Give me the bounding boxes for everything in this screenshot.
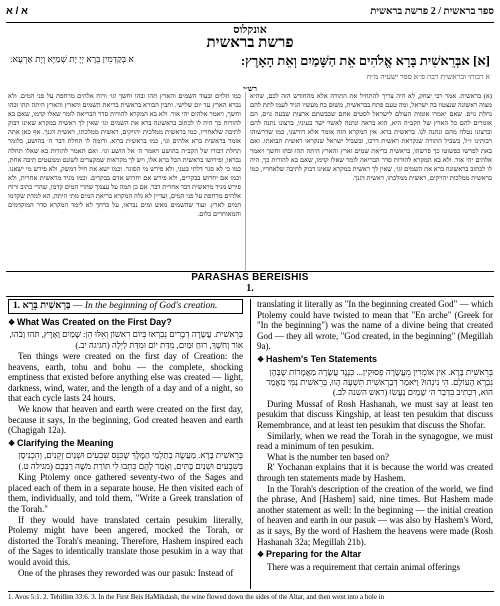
paragraph: If they would have translated certain pesukim literally, Ptolemy might have been angered, mocked the Torah, or distorted the Torah's meaning. Therefore, Hashem inspired each of the Sages to identically translate those pesukim in a way that would avoid this. [8,514,243,567]
paragraph: translating it literally as "In the beginning created God" — which Ptolemy could have twisted to mean that "En arche" (Greek for "In the beginning") was the name of a divine being that created God — they all wrote, "God created, in the beginning" (Megillah 9a). [257,299,493,352]
section-heading: ❖ Hashem's Ten Statements [257,353,378,364]
paragraph: During Mussaf of Rosh Hashanah, we must say at least ten pesukim that discuss Kingship, at least ten pesukim that discuss Remembrance, and at least ten pesukim that discuss the Shofar. [257,398,493,430]
footnotes: 1. Avos 5:1. 2. Tehillim 33:6. 3. In the First Beis HaMikdash, the wine flowed down the sides of the Altar, and then went into a hole in [8,591,494,601]
paragraph: King Ptolemy once gathered seventy-two of the Sages and placed each of them in a separate house. He then visited each of them, individually, and told them, "Write a Greek translation of the Torah." [8,472,243,514]
english-left-column [8,299,243,578]
commentary-right-column: (א) בראשית. אמר רבי יצחק, לא היה צריך להתחיל את התורה אלא מהחודש הזה לכם, שהיא מצוה ראשונה שנצטוו בה ישראל, ומה טעם פתח בבראשית, משום כח מעשיו הגיד לעמו לתת להם נחלת גוים. שאם יאמרו אומות העולם לישראל לסטים אתם שכבשתם ארצות שבעה גוים, הם אומרים להם כל הארץ של הקב״ה היא, הוא בראה ונתנה לאשר ישר בעיניו, ברצונו נתנה להם וברצונו נטלה מהם ונתנה לנו. בראשית ברא. אין המקרא הזה אומר אלא דורשני, כמו שדרשוהו רבותינו ז״ל, בשביל התורה שנקראת ראשית דרכו, ובשביל ישראל שנקראו ראשית תבואתו. ואם באת לפרשו כפשוטו כך פרשהו, בראשית בריאת שמים וארץ והארץ היתה תהו ובהו וחשך ויאמר אלהים יהי אור. ולא בא המקרא להורות סדר הבריאה לומר שאלו קדמו, שאם בא להורות כך, היה לו לכתוב בראשונה ברא את השמים וגו׳, שאין לך ראשית במקרא שאינו דבוק לתיבה שלאחריו, כמו בראשית ממלכות יהויקים, ראשית ממלכתו, ראשית דגנך. [250,93,492,182]
hebrew-source-quote: בְּרֵאשִׁית בָּרָא. מַעֲשֶׂה בְתַלְמַי הַמֶּלֶךְ שֶׁכִּנֵּס שִׁבְעִים וּשְׁנַיִם זְקֵנִים, וְהִכְנִיסָן בְּשִׁבְעִים וּשְׁנַיִם בָּתִּים, וְאָמַר לָהֶם כִּתְבוּ לִי תּוֹרַת מֹשֶׁה רַבְּכֶם (מגילה ט.) [18,450,243,471]
paragraph: R' Yochanan explains that it is because the world was created through ten statements made by Hashem. [257,462,493,483]
header-book-title: ספר בראשית / 2 פרשת בראשית [370,6,494,17]
paragraph: In the Torah's description of the creation of the world, we find the phrase, And [Hashem] said, nine times. But Hashem made another statement as well: In the beginning — the initial creation of heaven and earth in our pasuk — was also by Hashem's Word, as it says, By the word of Hashem the heavens were made (Rosh Hashanah 32a; Megillah 21b). [257,483,493,547]
section-heading: ❖ What Was Created on the First Day? [8,316,172,327]
onkelos-label: אונקלוס [233,24,267,36]
verse-heading-box: 1. בְּרֵאשִׁית בָּרָא — In the beginning of God's creation. [8,299,243,314]
english-right-column [257,299,493,572]
page-header [6,6,494,20]
verse-number: 1. [13,301,21,311]
section-heading: ❖ Clarifying the Meaning [8,437,114,448]
onkelos-translation: א בְּקַדְמִין בְּרָא יְיָ יָת שְׁמַיָּא וְיָת אַרְעָא: [10,54,134,64]
paragraph: Similarly, when we read the Torah in the synagogue, we must read a minimum of ten pesukim. [257,430,493,452]
commentary-divider [245,92,246,272]
section-bullet-icon: ❖ [257,354,265,364]
section-heading: ❖ Preparing for the Altar [257,549,362,560]
header-rule [6,22,494,23]
verse-hebrew: [א] אבְּרֵאשִׁית בָּרָא אֱלֹהִים אֵת הַשָּׁמַיִם וְאֵת הָאָרֶץ: [240,53,490,68]
paragraph: One of the phrases they reworded was our pasuk: Instead of [18,567,234,578]
parasha-title-hebrew: פרשת בראשית [206,35,294,51]
section-bullet-icon: ❖ [8,438,16,448]
verse-source-notes: א רבותי ובראשית רבה פ״א ספר ישעיה מ״ח [366,72,490,81]
column-divider [250,299,251,589]
paragraph: We know that heaven and earth were created on the first day, because it says, In the beginning, God created heaven and earth (Chagigah 12a). [8,403,243,436]
chapter-number: 1. [246,283,254,294]
hebrew-source-quote: בְּרֵאשִׁית בָּרָא. אִין אוֹמְרִין מֵעֲשָׂרָה פְסוּקִין... כְּנֶגֶד עֲשָׂרָה מַאֲמָרוֹת שֶׁבָּהֶן נִבְרָא הָעוֹלָם. הֵי נִינְהוּ? וַיֹּאמַר דְּבַרְאשִׁית תִּשְׁעָה הָווּ, בְּרֵאשִׁית נַמִּי מַאֲמָר הוּא, דִּכְתִיב בִּדְבַר ה׳ שָׁמַיִם נַעֲשׂוּ (ראש השנה לב.) [266,366,493,398]
paragraph: Ten things were created on the first day of Creation: the heavens, earth, tohu and bohu — the complete, shocking emptiness that existed before anything else was created — light, darkness, wind, water, and the length of a day and of a night, so that each cycle lasts 24 hours. [8,351,243,404]
section-bullet-icon: ❖ [8,317,16,327]
header-chapter-verse: א / א [6,6,28,17]
section-bullet-icon: ❖ [257,550,265,560]
paragraph: What is the number ten based on? [267,451,389,462]
parasha-title-english: PARASHAS BEREISHIS [191,272,309,283]
verse-translation: In the beginning of God's creation. [84,301,218,311]
paragraph: There was a requirement that certain animal offerings [267,561,460,572]
section-rule-bottom [6,296,494,297]
commentary-label: רש״י [243,84,257,93]
hebrew-source-quote: בְּרֵאשִׁית. עֲשָׂרָה דְבָרִים נִבְרְאוּ בְּיוֹם רִאשׁוֹן וְאֵלּוּ הֵן: שָׁמַיִם וָאָרֶץ, תֹּהוּ וָבֹהוּ, אוֹר וָחֹשֶׁךְ, רוּחַ וּמַיִם, מִדַּת יוֹם וּמִדַּת לַיְלָה (חגיגה יב.) [9,329,243,350]
verse-hebrew-phrase: בְּרֵאשִׁית בָּרָא [22,301,71,311]
commentary-left-column: כמו תלוים ובעוד השמים והארץ תהו ובהו וחשך וגו׳ ורוח אלהים מרחפת על פני המים. ולא נברא הארץ עד יום שלישי. ותבין הבורא בראשית בריאת השמים והארץ והארץ היתה תהו ובהו וחשך, ויאמר אלהים יהי אור. ולא בא המקרא להורות סדר הבריאה לומר שאלו קדמו, שאם בא להורות כך היה לו לכתוב בראשונה ברא את השמים וגו׳ שאין לך ראשית במקרא שאינו דבוק לתיבה שלאחריו, כמו בראשית ממלכות יהויקים, ראשית ממלכתו, ראשית דגנך. אף כאן אתה אומר בראשית ברא אלהים וגו׳, כמו בראשית ברוא. ודומה לו תחלת דבר ה׳ בהושע, כלומר תחלת דבורו של הקב״ה בהושע ויאמר ה׳ אל הושע וגו׳. ואם תאמר להורות בא שאלו תחלה נבראו, ופירושו בראשית הכל ברא אלו, ויש לך מקראות שמקצרים לשונם וממעטים תיבה אחת, כמו כי לא סגר דלתי בטני, ולא פירש מי הסוגר. וכמו ישא את חיל דמשק, ולא פירש מי ישאנו. וכמו אם יחרוש בבקרים, ולא פירש אם יחרוש אדם בבקרים. וכמו מגיד מראשית אחרית, ולא פירש מגיד מראשית דבר אחרית דבר. אם כן תמה על עצמך שהרי המים קדמו, שהרי כתיב ורוח אלהים מרחפת על פני המים, ועדיין לא גלה המקרא בריאת המים מתי היתה, הא למדת שקדמו המים לארץ. ועוד שהשמים מאש ומים נבראו, על כרחך לא לימד המקרא סדר המוקדמים והמאוחרים כלום. [8,93,241,219]
